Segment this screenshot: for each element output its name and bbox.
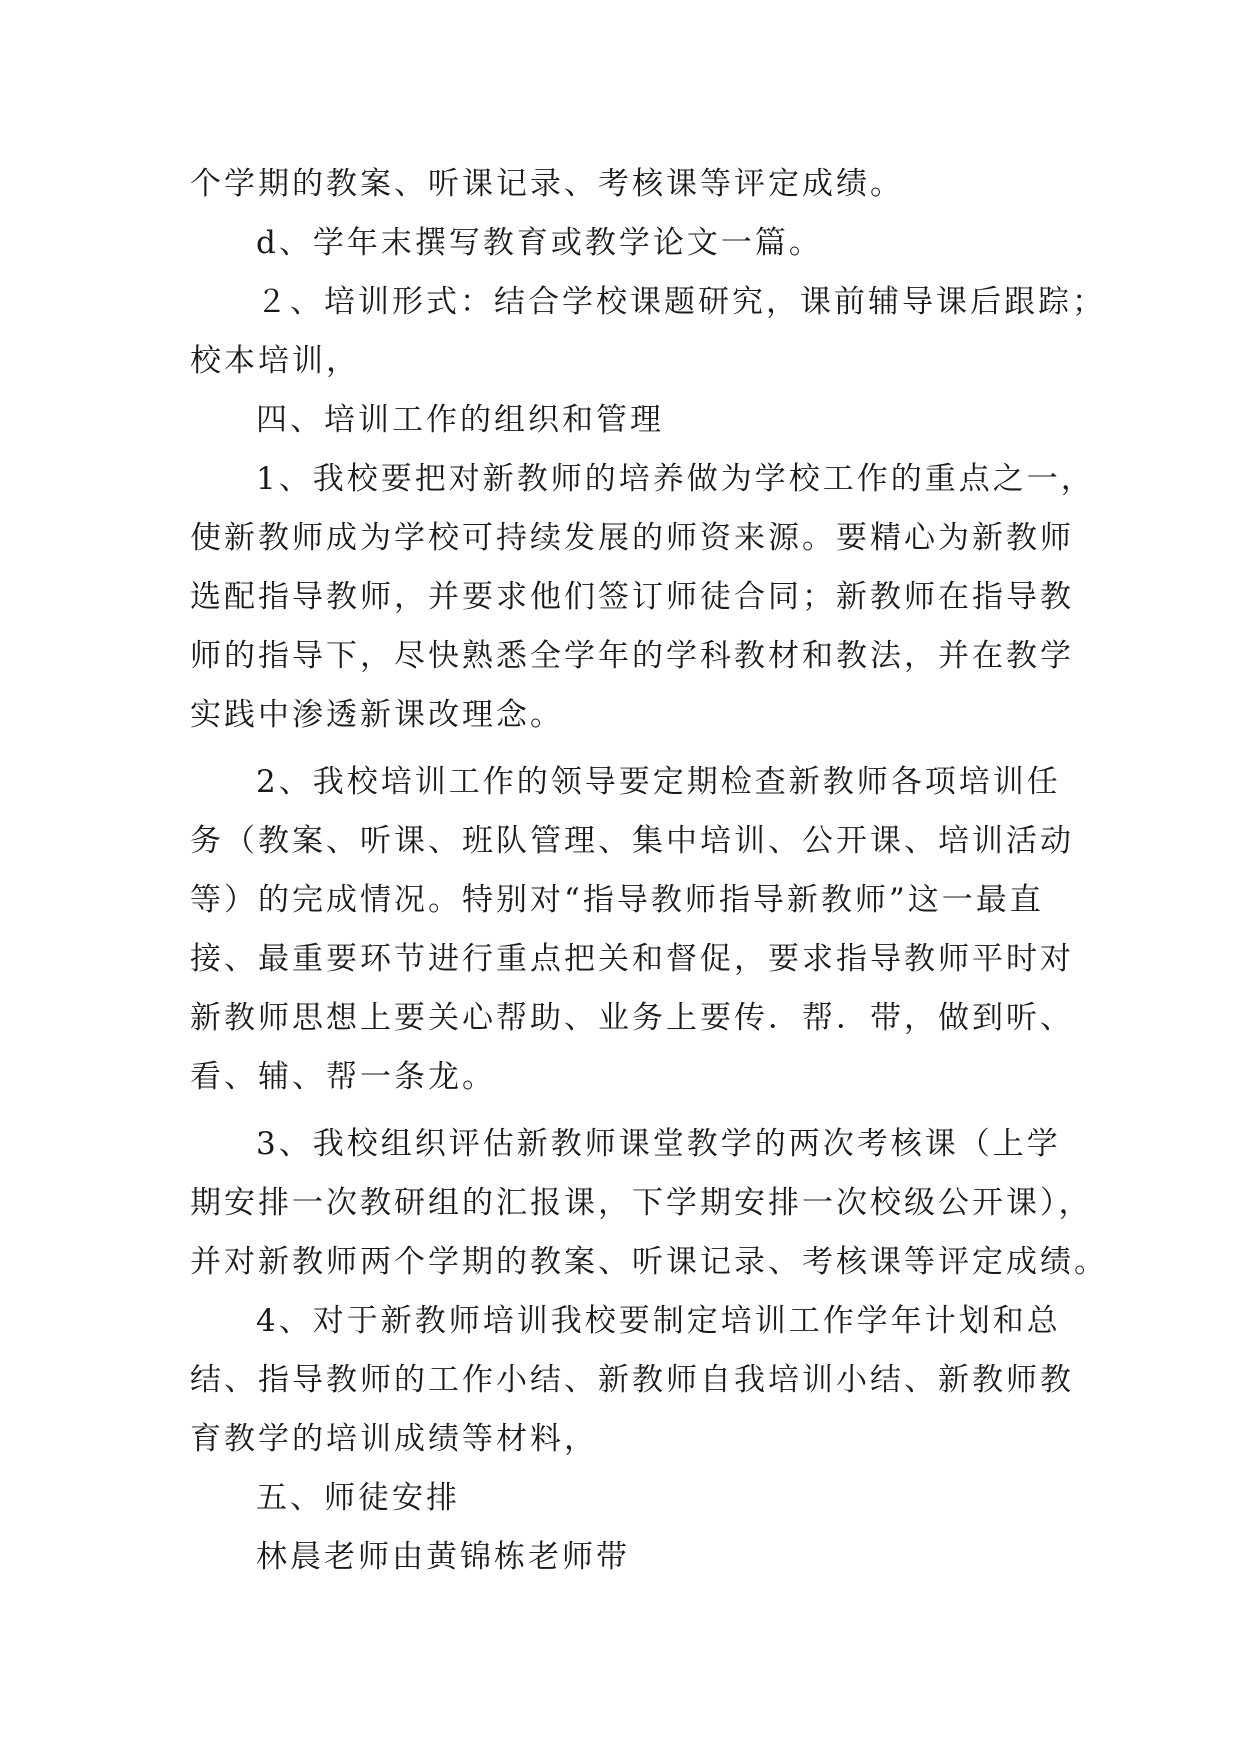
text-line: 接、最重要环节进行重点把关和督促，要求指导教师平时对 [190,941,1074,977]
text-line: 使新教师成为学校可持续发展的师资来源。要精心为新教师 [190,520,1074,556]
text-line: d、学年末撰写教育或教学论文一篇。 [256,225,823,261]
text-line: 3、我校组织评估新教师课堂教学的两次考核课（上学 [256,1126,1061,1162]
text-line: 师的指导下，尽快熟悉全学年的学科教材和教法，并在教学 [190,638,1074,674]
text-line: 育教学的培训成绩等材料， [190,1421,598,1457]
text-line: ２、培训形式：结合学校课题研究，课前辅导课后跟踪； [256,284,1106,320]
text-line: 看、辅、帮一条龙。 [190,1059,496,1095]
section-heading: 四、培训工作的组织和管理 [256,402,664,438]
text-line: 选配指导教师，并要求他们签订师徒合同；新教师在指导教 [190,579,1074,615]
text-line: 1、我校要把对新教师的培养做为学校工作的重点之一， [256,461,1095,497]
text-line: 4、对于新教师培训我校要制定培训工作学年计划和总 [256,1303,1061,1339]
text-line: 校本培训， [190,343,360,379]
text-line: 2、我校培训工作的领导要定期检查新教师各项培训任 [256,764,1061,800]
text-line: 结、指导教师的工作小结、新教师自我培训小结、新教师教 [190,1362,1074,1398]
text-line: 实践中渗透新课改理念。 [190,697,564,733]
text-line: 等）的完成情况。特别对“指导教师指导新教师”这一最直 [190,882,1044,918]
text-line: 并对新教师两个学期的教案、听课记录、考核课等评定成绩。 [190,1244,1108,1280]
text-line: 务（教案、听课、班队管理、集中培训、公开课、培训活动 [190,823,1074,859]
section-heading: 五、师徒安排 [256,1480,460,1516]
text-line: 个学期的教案、听课记录、考核课等评定成绩。 [190,166,904,202]
body-text [190,155,1108,1587]
text-line: 新教师思想上要关心帮助、业务上要传．帮．带，做到听、 [190,1000,1074,1036]
text-line: 期安排一次教研组的汇报课，下学期安排一次校级公开课）， [190,1185,1093,1221]
text-line: 林晨老师由黄锦栋老师带 [256,1539,630,1575]
